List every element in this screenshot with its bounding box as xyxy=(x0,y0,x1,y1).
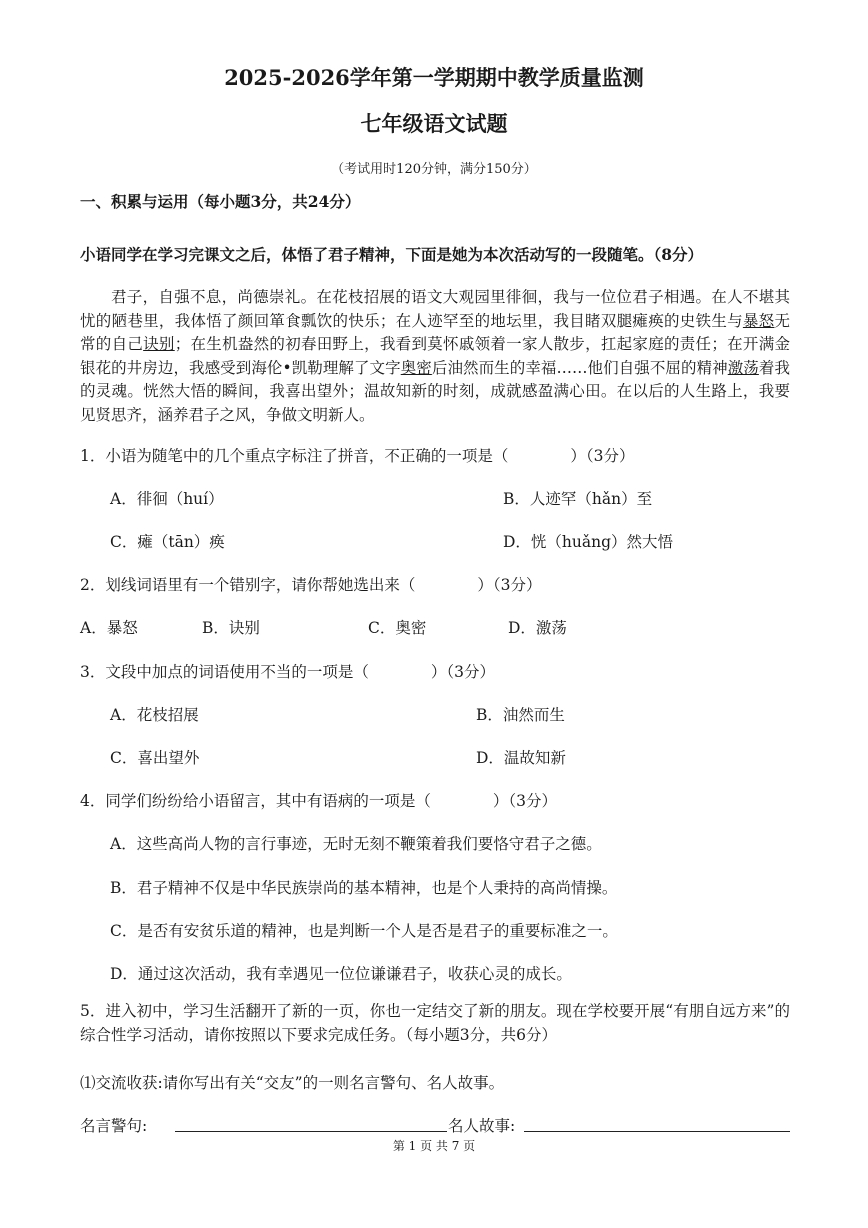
question-5-stem: 5．进入初中，学习生活翻开了新的一页，你也一定结交了新的朋友。现在学校要开展“有朋自远方来”的综合性学习活动，请你按照以下要求完成任务。（每小题3分，共6分） xyxy=(80,1002,790,1044)
question-1-option-a: A．徘徊（huí） xyxy=(110,490,224,508)
passage-text: 无常的自己 xyxy=(80,311,790,353)
question-4-option-a: A．这些高尚人物的言行事迹，无时无刻不鞭策着我们要恪守君子之德。 xyxy=(110,835,602,853)
question-3-option-c: C．喜出望外 xyxy=(110,749,200,767)
question-1-option-d: D．恍（huǎng）然大悟 xyxy=(503,533,674,551)
underlined-word: 奥密 xyxy=(400,358,432,377)
question-2-option-c: C．奥密 xyxy=(368,619,427,637)
passage-text: 君子，自强不息，尚德崇礼。在花枝招展的语文大观园里徘徊，我与一位位君子相遇。在人不堪其忧的陋巷里，我体悟了颜回箪食瓢饮的快乐；在人迹罕至的地坛里，我目睹双腿瘫痪的史铁生与 xyxy=(80,288,790,330)
quote-label: 名言警句: xyxy=(80,1117,148,1135)
exam-subtitle: 七年级语文试题 xyxy=(360,111,508,136)
question-5-stem-block xyxy=(80,1000,790,1047)
question-2-option-a: A．暴怒 xyxy=(80,619,138,637)
question-3-option-b: B．油然而生 xyxy=(476,706,565,724)
question-2-option-d: D．激荡 xyxy=(508,619,567,637)
question-2-stem: 2．划线词语里有一个错别字，请你帮她选出来（ ）（3分） xyxy=(80,576,542,594)
page-footer: 第 1 页 共 7 页 xyxy=(392,1139,476,1153)
quote-answer-line[interactable] xyxy=(175,1131,447,1132)
question-4-option-c: C．是否有安贫乐道的精神，也是判断一个人是否是君子的重要标准之一。 xyxy=(110,922,618,940)
passage-text: ；在生机盎然的初春田野上，我看到莫怀戚领着一家人散步，扛起家庭的责任；在开满金银花的井房边，我感受到海伦•凯勒理解了文字 xyxy=(80,335,790,377)
passage xyxy=(80,286,790,427)
question-4-option-b: B．君子精神不仅是中华民族崇尚的基本精神，也是个人秉持的高尚情操。 xyxy=(110,879,618,897)
passage-text: 着我的灵魂。恍然大悟的瞬间，我喜出望外；温故知新的时刻，成就感盈满心田。在以后的人生路上，我要见贤思齐，涵养君子之风，争做文明新人。 xyxy=(80,358,790,424)
underlined-word: 暴怒 xyxy=(742,311,775,330)
question-1-option-c: C．瘫（tān）痪 xyxy=(110,533,225,551)
question-3-stem: 3．文段中加点的词语使用不当的一项是（ ）（3分） xyxy=(80,663,495,681)
passage-text: 后油然而生的幸福……他们自强不屈的精神 xyxy=(431,358,728,377)
question-4-stem: 4．同学们纷纷给小语留言，其中有语病的一项是（ ）（3分） xyxy=(80,792,557,810)
question-3-option-d: D．温故知新 xyxy=(476,749,566,767)
story-label: 名人故事: xyxy=(448,1117,516,1135)
underlined-word: 激荡 xyxy=(727,358,759,377)
passage-intro: 小语同学在学习完课文之后，体悟了君子精神，下面是她为本次活动写的一段随笔。（8分） xyxy=(80,245,704,264)
question-1-option-b: B．人迹罕（hǎn）至 xyxy=(503,490,653,508)
story-answer-line[interactable] xyxy=(524,1131,790,1132)
passage-paragraph xyxy=(80,286,790,427)
question-2-option-b: B．诀别 xyxy=(202,619,260,637)
question-1-stem: 1．小语为随笔中的几个重点字标注了拼音，不正确的一项是（ ）（3分） xyxy=(80,447,635,465)
question-5-sub-1: ⑴交流收获:请你写出有关“交友”的一则名言警句、名人故事。 xyxy=(80,1074,505,1092)
underlined-word: 诀别 xyxy=(143,335,175,353)
exam-note: （考试用时120分钟，满分150分） xyxy=(331,162,537,177)
section-heading: 一、积累与运用（每小题3分，共24分） xyxy=(80,192,361,211)
question-3-option-a: A．花枝招展 xyxy=(110,706,199,724)
exam-title: 2025-2026学年第一学期期中教学质量监测 xyxy=(224,65,644,90)
question-4-option-d: D．通过这次活动，我有幸遇见一位位谦谦君子，收获心灵的成长。 xyxy=(110,965,572,983)
